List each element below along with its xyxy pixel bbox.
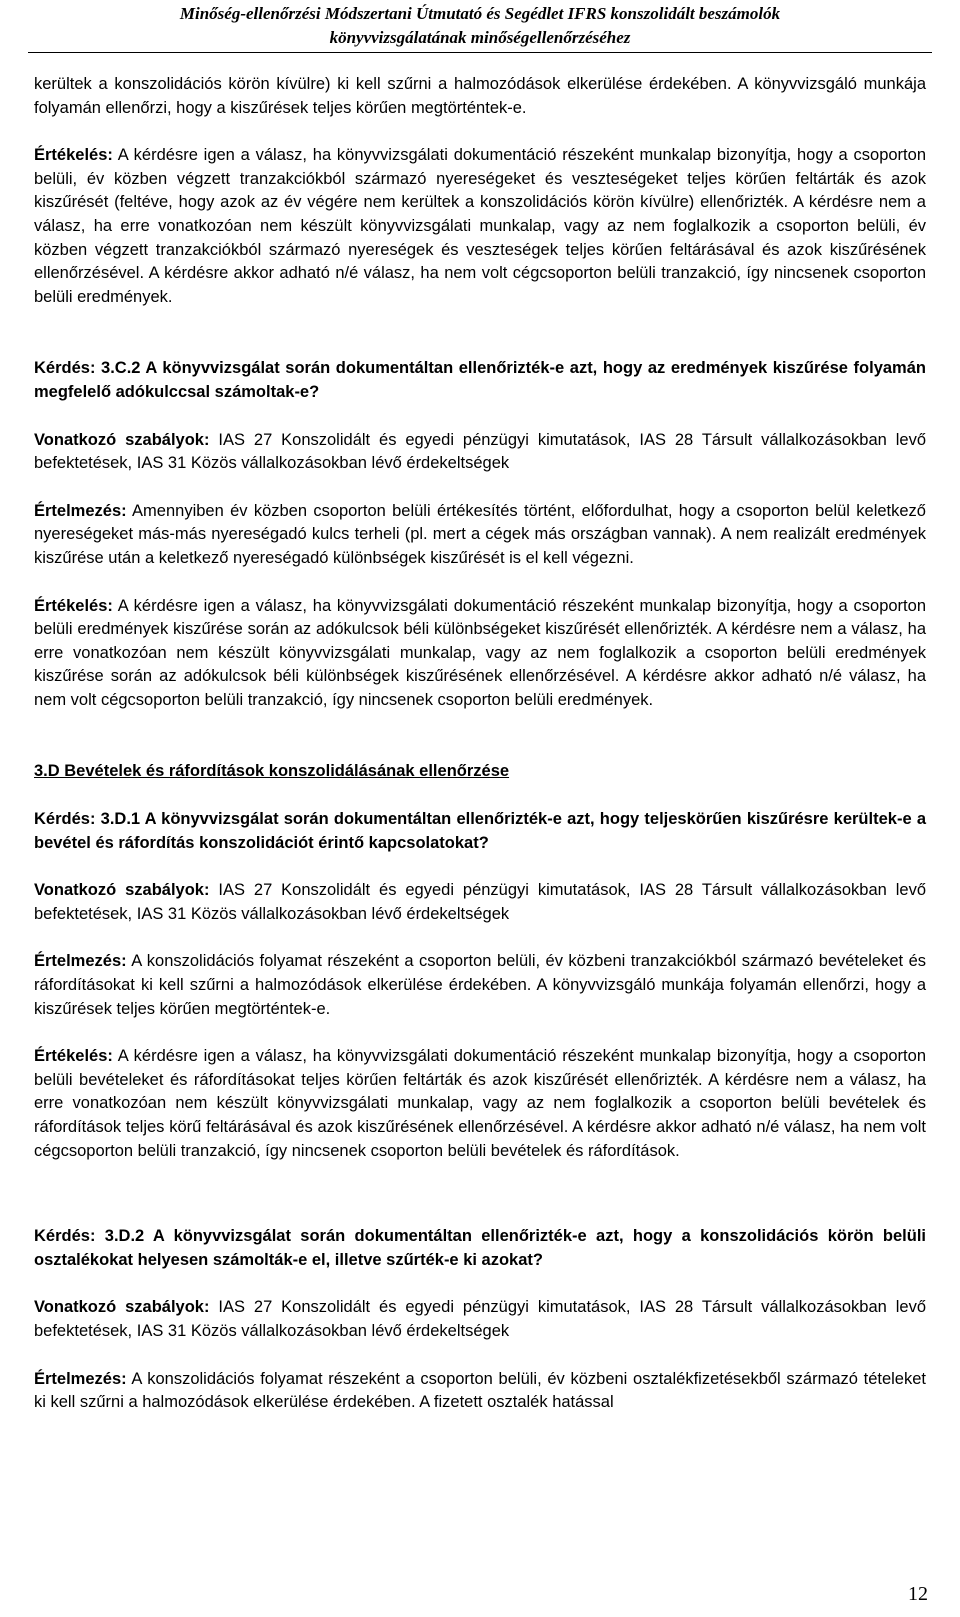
question-3d2: Kérdés: 3.D.2 A könyvvizsgálat során dokumentáltan ellenőrizték-e azt, hogy a konszolidációs körön belüli osztalékokat helyesen számolták-e el, illetve szűrték-e ki azokat? bbox=[34, 1227, 926, 1269]
rules-text: IAS 27 Konszolidált és egyedi pénzügyi kimutatások, IAS 28 Társult vállalkozásokban levő befektetések, IAS 31 Közös vállalkozásokban lévő érdekeltségek bbox=[34, 881, 926, 923]
running-header bbox=[28, 0, 932, 53]
evaluation-paragraph-3c2 bbox=[34, 595, 926, 713]
continuation-paragraph: kerültek a konszolidációs körön kívülre) ki kell szűrni a halmozódások elkerülése érdekében. A könyvvizsgáló munkája folyamán ellenőrzi, hogy a kiszűrések teljes körűen megtörténtek-e. bbox=[34, 75, 926, 117]
header-line-1: Minőség-ellenőrzési Módszertani Útmutató és Segédlet IFRS konszolidált beszámolók bbox=[179, 4, 781, 23]
interpretation-paragraph-3d1 bbox=[34, 950, 926, 1021]
interpretation-text: Amennyiben év közben csoporton belüli értékesítés történt, előfordulhat, hogy a csoporton belül keletkező nyereségeket más-más nyereségadó kulcs terheli (pl. mert a cégek más országban vannak). A nem realizált eredmények kiszűrése után a keletkező nyereségadó különbségek kiszűrését is el kell végezni. bbox=[34, 501, 926, 567]
document-body bbox=[34, 73, 926, 1415]
evaluation-text: A kérdésre igen a válasz, ha könyvvizsgálati dokumentáció részeként munkalap bizonyítja, hogy a csoporton belüli, év közben végzett tranzakciókból származó nyereségeket és veszteségeket teljes körűen feltárták és azok kiszűrését (feltéve, hogy azok az év végére nem kerültek a konszolidációs körön kívülre) ellenőrizték. A kérdésre nem a válasz, ha erre vonatkozóan nem készült könyvvizsgálati munkalap, vagy az nem foglalkozik a csoporton belüli, év közben végzett tranzakciókból származó nyereségek és veszteségek teljes körűen feltárásával és azok kiszűrésének ellenőrzésével. A kérdésre akkor adható n/é válasz, ha nem volt cégcsoporton belüli tranzakció, így nincsenek csoporton belüli eredmények. bbox=[34, 146, 926, 306]
evaluation-label: Értékelés: bbox=[34, 1047, 113, 1066]
interpretation-label: Értelmezés: bbox=[34, 1369, 127, 1388]
evaluation-paragraph-3d1 bbox=[34, 1045, 926, 1163]
rules-text: IAS 27 Konszolidált és egyedi pénzügyi kimutatások, IAS 28 Társult vállalkozásokban levő befektetések, IAS 31 Közös vállalkozásokban lévő érdekeltségek bbox=[34, 1298, 926, 1340]
rules-paragraph-3d1 bbox=[34, 879, 926, 926]
interpretation-label: Értelmezés: bbox=[34, 501, 127, 520]
rules-paragraph-3d2 bbox=[34, 1296, 926, 1343]
interpretation-text: A konszolidációs folyamat részeként a csoporton belüli, év közbeni osztalékfizetésekből származó tételeket ki kell szűrni a halmozódások elkerülése érdekében. A fizetett osztalék hatással bbox=[34, 1369, 926, 1412]
page-number: 12 bbox=[908, 1583, 928, 1605]
evaluation-text: A kérdésre igen a válasz, ha könyvvizsgálati dokumentáció részeként munkalap bizonyítja, hogy a csoporton belüli eredmények kiszűrése során az adókulcsok béli különbségeket kiszűrését ellenőrizték. A kérdésre nem a válasz, ha erre vonatkozóan nem készült könyvvizsgálati munkalap, vagy az nem foglalkozik a csoporton belüli eredmények kiszűrése során az adókulcsok béli különbségek kiszűrésének ellenőrzésével. A kérdésre akkor adható n/é válasz, ha nem volt cégcsoporton belüli tranzakció, így nincsenek csoporton belüli eredmények. bbox=[34, 596, 926, 709]
evaluation-label: Értékelés: bbox=[34, 596, 113, 615]
evaluation-paragraph bbox=[34, 144, 926, 309]
rules-text: IAS 27 Konszolidált és egyedi pénzügyi kimutatások, IAS 28 Társult vállalkozásokban levő befektetések, IAS 31 Közös vállalkozásokban lévő érdekeltségek bbox=[34, 430, 926, 473]
interpretation-label: Értelmezés: bbox=[34, 952, 127, 971]
question-3c2: Kérdés: 3.C.2 A könyvvizsgálat során dokumentáltan ellenőrizték-e azt, hogy az eredmények kiszűrése folyamán megfelelő adókulccsal számoltak-e? bbox=[34, 359, 926, 401]
evaluation-label: Értékelés: bbox=[34, 146, 113, 165]
rules-label: Vonatkozó szabályok: bbox=[34, 430, 210, 449]
interpretation-text: A konszolidációs folyamat részeként a csoporton belüli, év közbeni tranzakciókból származó bevételeket és ráfordításokat ki kell szűrni a halmozódások elkerülése érdekében. A könyvvizsgáló munkája folyamán ellenőrzi, hogy a kiszűrések teljes körűen megtörténtek-e. bbox=[34, 952, 926, 1018]
question-3d1: Kérdés: 3.D.1 A könyvvizsgálat során dokumentáltan ellenőrizték-e azt, hogy teljeskörűen kiszűrésre kerültek-e a bevétel és ráfordítás konszolidációt érintő kapcsolatokat? bbox=[34, 810, 926, 852]
interpretation-paragraph-3d2 bbox=[34, 1368, 926, 1415]
interpretation-paragraph-3c2 bbox=[34, 500, 926, 571]
rules-label: Vonatkozó szabályok: bbox=[34, 1298, 210, 1317]
header-line-2: könyvvizsgálatának minőségellenőrzéséhez bbox=[329, 28, 631, 47]
section-heading-3d: 3.D Bevételek és ráfordítások konszolidálásának ellenőrzése bbox=[34, 762, 510, 781]
rules-paragraph-3c2 bbox=[34, 429, 926, 476]
rules-label: Vonatkozó szabályok: bbox=[34, 881, 210, 900]
evaluation-text: A kérdésre igen a válasz, ha könyvvizsgálati dokumentáció részeként munkalap bizonyítja, hogy a csoporton belüli bevételeket és ráfordításokat teljes körűen feltárták és azok kiszűrését ellenőrizték. A kérdésre nem a válasz, ha erre vonatkozóan nem készült könyvvizsgálati munkalap, vagy az nem foglalkozik a csoporton belüli bevételek és ráfordítások teljes körű feltárásával és azok kiszűrésének ellenőrzésével. A kérdésre akkor adható n/é válasz, ha nem volt cégcsoporton belüli tranzakció, így nincsenek csoporton belüli bevételek és ráfordítások. bbox=[34, 1047, 926, 1160]
